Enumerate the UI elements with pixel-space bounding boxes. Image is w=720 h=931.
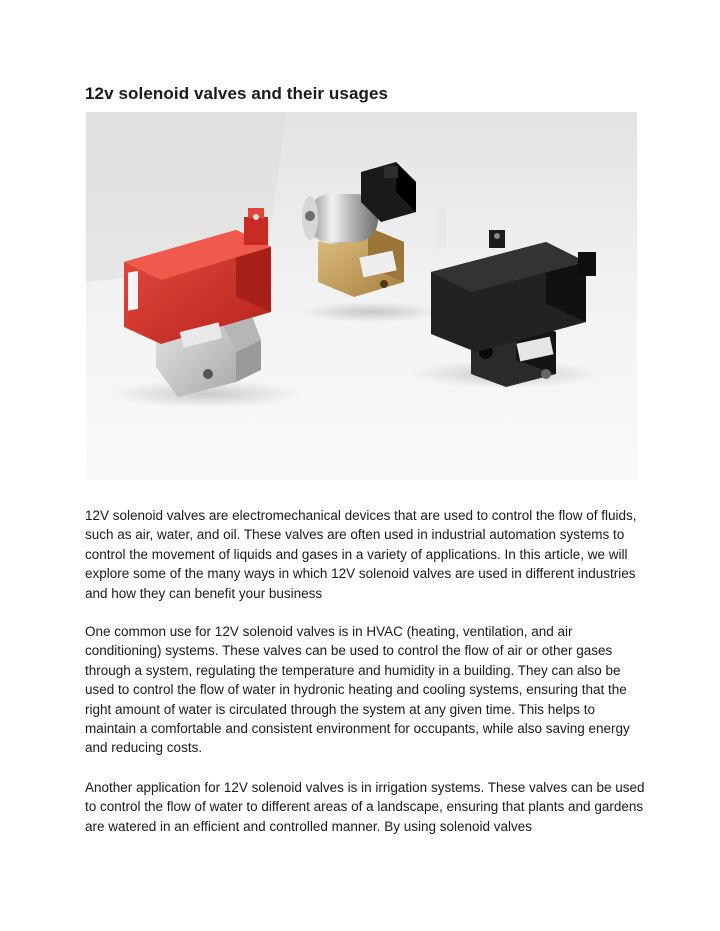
paragraph-irrigation: Another application for 12V solenoid valves is in irrigation systems. These valves can be used to control the flow of water to different areas of a landscape, ensuring that plants and gardens are watered in an efficient and controlled manner. By using solenoid valves [85,780,645,834]
paragraph-hvac: One common use for 12V solenoid valves is in HVAC (heating, ventilation, and air conditioning) systems. These valves can be used to control the flow of air or other gases through a system, regulating the temperature and humidity in a building. They can also be used to control the flow of water in hydronic heating and cooling systems, ensuring that the right amount of water is circulated through the system at any given time. This helps to maintain a comfortable and consistent environment for occupants, while also saving energy and reducing costs. [85,624,630,756]
article-title: 12v solenoid valves and their usages [85,84,389,103]
product-photo [86,112,637,480]
paragraph-intro: 12V solenoid valves are electromechanical devices that are used to control the flow of fluids, such as air, water, and oil. These valves are often used in industrial automation systems to control the movement of liquids and gases in a variety of applications. In this article, we will explore some of the many ways in which 12V solenoid valves are used in different industries and how they can benefit your business [85,508,637,601]
